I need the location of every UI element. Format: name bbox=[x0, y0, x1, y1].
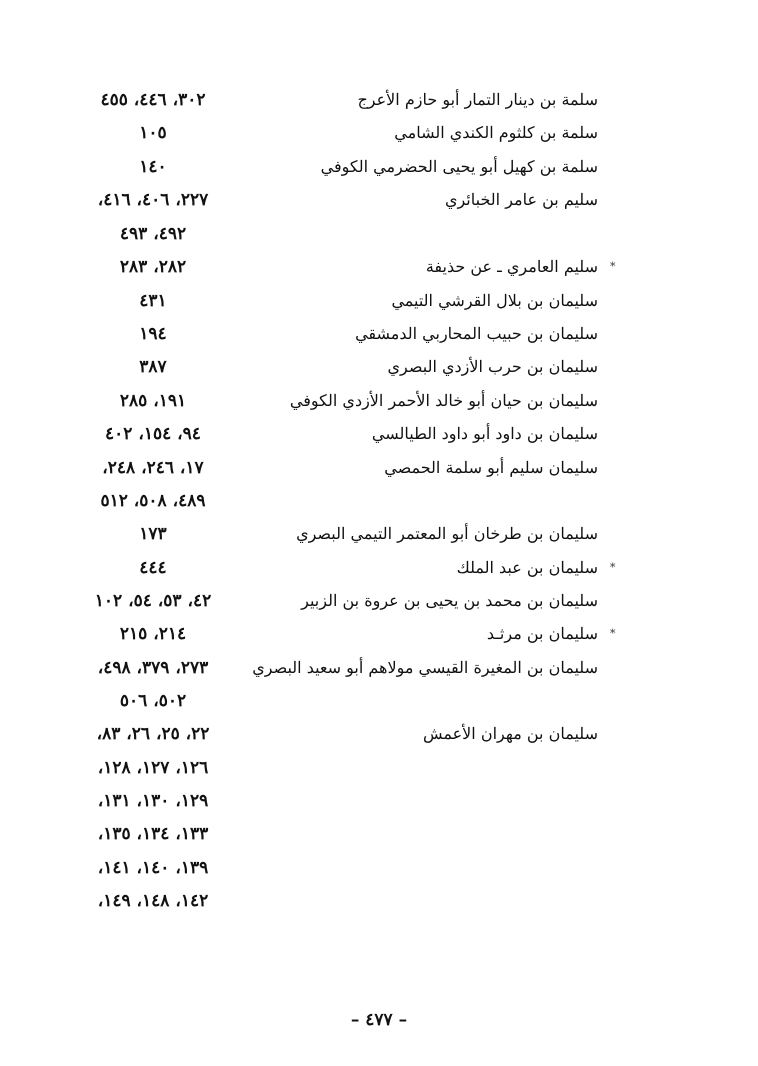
entry-name: سليمان بن طرخان أبو المعتمر التيمي البصري bbox=[296, 524, 598, 543]
index-entry bbox=[0, 251, 758, 283]
index-entry bbox=[0, 885, 758, 917]
entry-name: سليمان بن المغيرة القيسي مولاهم أبو سعيد البصري bbox=[252, 658, 598, 677]
index-entry bbox=[0, 785, 758, 817]
entry-name: سليم بن عامر الخبائري bbox=[444, 190, 598, 209]
entry-page-refs: ٤٣١ bbox=[139, 291, 167, 311]
index-entry bbox=[0, 752, 758, 784]
entry-page-refs: ١٢٩، ١٣٠، ١٣١، bbox=[97, 791, 209, 811]
entry-name: سليم العامري ـ عن حذيفة bbox=[425, 257, 598, 276]
index-entry bbox=[0, 585, 758, 617]
entry-name: سليمان بن حرب الأزدي البصري bbox=[387, 357, 598, 376]
entry-page-refs: ٢٨٢، ٢٨٣ bbox=[119, 257, 187, 277]
index-entry bbox=[0, 318, 758, 350]
index-entry bbox=[0, 518, 758, 550]
entry-page-refs: ١٤٠ bbox=[139, 157, 167, 177]
index-entry bbox=[0, 351, 758, 383]
entry-page-refs: ١٤٢، ١٤٨، ١٤٩، bbox=[97, 891, 209, 911]
entry-page-refs: ٤٩٢، ٤٩٣ bbox=[119, 224, 187, 244]
index-entry bbox=[0, 485, 758, 517]
index-entry bbox=[0, 852, 758, 884]
entry-name: سلمة بن كلثوم الكندي الشامي bbox=[394, 123, 598, 142]
page-number: – ٤٧٧ – bbox=[350, 1010, 408, 1030]
entry-page-refs: ٢٢، ٢٥، ٢٦، ٨٣، bbox=[96, 724, 210, 744]
entry-name: سليمان بن محمد بن يحيى بن عروة بن الزبير bbox=[301, 591, 598, 610]
entry-name: سلمة بن كهيل أبو يحيى الحضرمي الكوفي bbox=[320, 157, 598, 176]
index-entry bbox=[0, 552, 758, 584]
index-entry bbox=[0, 818, 758, 850]
entry-name: سليمان بن حبيب المحاربي الدمشقي bbox=[355, 324, 598, 343]
entry-name: سليمان بن مرثـد bbox=[486, 624, 598, 643]
entry-page-refs: ٣٠٢، ٤٤٦، ٤٥٥ bbox=[100, 90, 206, 110]
index-entry bbox=[0, 218, 758, 250]
entry-star-marker: * bbox=[610, 561, 616, 574]
entry-page-refs: ١٣٩، ١٤٠، ١٤١، bbox=[97, 858, 209, 878]
entry-name: سليمان بن عبد الملك bbox=[456, 558, 598, 577]
entry-page-refs: ١٩٤ bbox=[139, 324, 167, 344]
entry-star-marker: * bbox=[610, 627, 616, 640]
index-entry bbox=[0, 151, 758, 183]
entry-page-refs: ٩٤، ١٥٤، ٤٠٢ bbox=[105, 424, 201, 444]
entry-name: سليمان سليم أبو سلمة الحمصي bbox=[384, 458, 598, 477]
entry-name: سليمان بن حيان أبو خالد الأحمر الأزدي الكوفي bbox=[289, 391, 598, 410]
entry-page-refs: ٤٤٤ bbox=[139, 558, 167, 578]
index-entry bbox=[0, 618, 758, 650]
entry-page-refs: ٢٢٧، ٤٠٦، ٤١٦، bbox=[97, 190, 209, 210]
entry-name: سليمان بن داود أبو داود الطيالسي bbox=[371, 424, 598, 443]
index-entry bbox=[0, 685, 758, 717]
index-entry bbox=[0, 652, 758, 684]
entry-page-refs: ٢٧٣، ٣٧٩، ٤٩٨، bbox=[97, 658, 209, 678]
entry-page-refs: ٣٨٧ bbox=[139, 357, 167, 377]
entry-name: سلمة بن دينار التمار أبو حازم الأعرج bbox=[357, 90, 598, 109]
index-entry bbox=[0, 117, 758, 149]
index-entry bbox=[0, 184, 758, 216]
entry-page-refs: ٤٢، ٥٣، ٥٤، ١٠٢ bbox=[94, 591, 212, 611]
entry-name: سليمان بن بلال القرشي التيمي bbox=[391, 291, 598, 310]
entry-page-refs: ١٣٣، ١٣٤، ١٣٥، bbox=[97, 824, 209, 844]
entry-page-refs: ١٧٣ bbox=[139, 524, 167, 544]
index-entry bbox=[0, 452, 758, 484]
entry-page-refs: ٢١٤، ٢١٥ bbox=[119, 624, 187, 644]
entry-page-refs: ١٠٥ bbox=[139, 123, 167, 143]
entry-page-refs: ١٧، ٢٤٦، ٢٤٨، bbox=[102, 458, 204, 478]
index-entry bbox=[0, 84, 758, 116]
index-entry bbox=[0, 385, 758, 417]
entry-page-refs: ١٩١، ٢٨٥ bbox=[119, 391, 187, 411]
entry-page-refs: ١٢٦، ١٢٧، ١٢٨، bbox=[97, 758, 209, 778]
index-entry bbox=[0, 418, 758, 450]
entry-star-marker: * bbox=[610, 260, 616, 273]
entry-page-refs: ٤٨٩، ٥٠٨، ٥١٢ bbox=[100, 491, 206, 511]
entry-page-refs: ٥٠٢، ٥٠٦ bbox=[119, 691, 187, 711]
index-entry bbox=[0, 285, 758, 317]
index-entry bbox=[0, 718, 758, 750]
entry-name: سليمان بن مهران الأعمش bbox=[422, 724, 598, 743]
